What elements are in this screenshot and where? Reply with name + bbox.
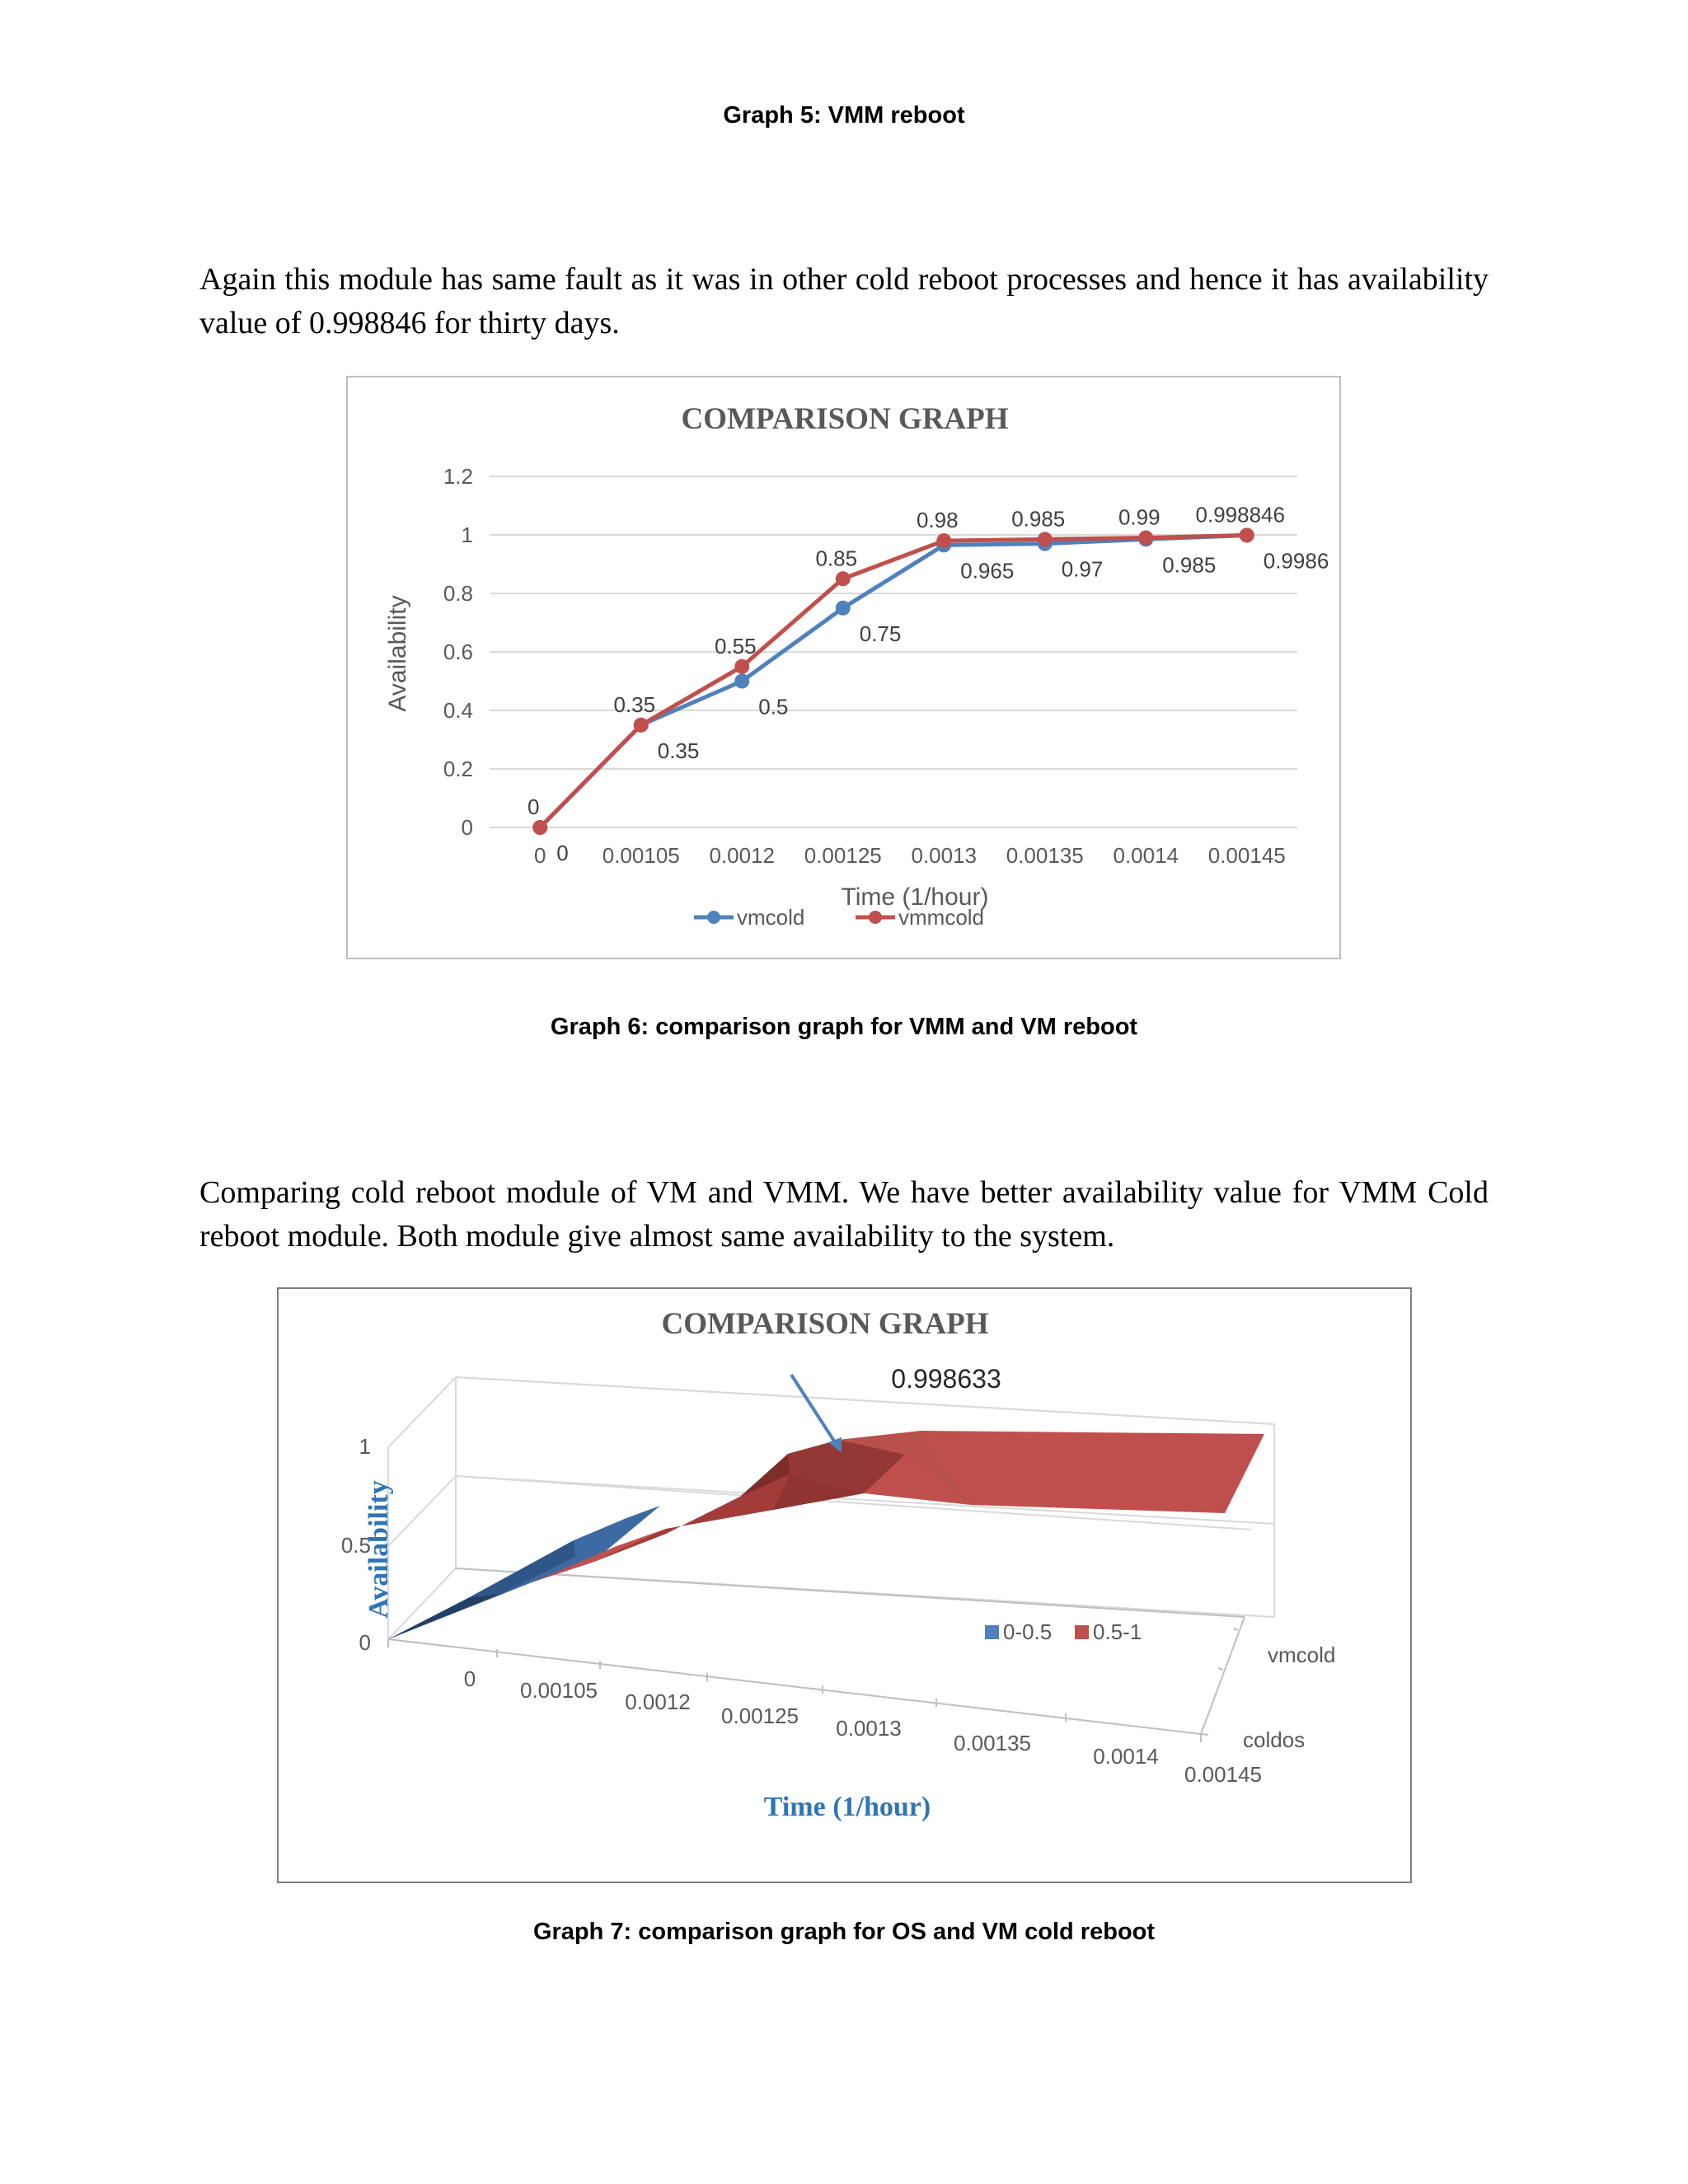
chart1-y-axis-label: Availability — [384, 595, 411, 712]
chart2-y-axis-label: Availability — [363, 1480, 394, 1619]
point-vmmcold — [532, 820, 547, 835]
ytick-label: 0.4 — [443, 698, 473, 723]
data-label-vmcold: 0.9986 — [1263, 548, 1329, 574]
chart2-depth-label-vmcold: vmcold — [1268, 1643, 1336, 1667]
graph6-caption: Graph 6: comparison graph for VMM and VM reboot — [550, 1014, 1138, 1040]
chart2-xtick-label: 0.0014 — [1093, 1744, 1159, 1769]
legend-label-0-0.5: 0-0.5 — [1003, 1619, 1053, 1644]
legend-label-vmcold: vmcold — [737, 905, 805, 930]
chart2-legend — [985, 1619, 1142, 1644]
paragraph-availability: Again this module has same fault as it was in other cold reboot processes and hence it has availability value of 0.998846 for thirty days. — [199, 262, 1489, 340]
series-line-vmcold — [540, 535, 1247, 827]
line-chart-svg — [348, 377, 1339, 958]
xtick-label: 0.0012 — [709, 843, 776, 868]
chart2-ytick-1: 1 — [359, 1434, 371, 1459]
ytick-label: 0.8 — [443, 581, 473, 606]
data-label-vmmcold: 0.85 — [815, 546, 858, 571]
point-vmmcold — [836, 571, 851, 586]
point-vmmcold — [634, 718, 649, 733]
data-label-vmmcold: 0.99 — [1118, 504, 1160, 530]
data-label-vmmcold: 0.35 — [613, 691, 656, 717]
legend-marker-vmcold — [707, 911, 720, 924]
chart1-x-axis-label: Time (1/hour) — [841, 883, 989, 911]
data-label-vmcold: 0.35 — [657, 738, 700, 763]
chart2-xtick-label: 0.00125 — [721, 1704, 799, 1728]
xtick-label: 0 — [534, 843, 546, 868]
chart2-depth-label-coldos: coldos — [1243, 1727, 1306, 1752]
chart2-xtick-label: 0.00105 — [520, 1678, 598, 1703]
graph5-caption: Graph 5: VMM reboot — [723, 102, 965, 129]
point-vmmcold — [1138, 531, 1153, 546]
xtick-label: 0.0013 — [911, 843, 978, 868]
ytick-label: 1.2 — [443, 464, 473, 489]
point-vmcold — [836, 601, 851, 616]
point-vmmcold — [1038, 532, 1053, 546]
point-vmcold — [734, 674, 749, 689]
chart2-ytick-0: 0 — [359, 1630, 371, 1655]
chart2-xtick-label: 0.0012 — [625, 1690, 691, 1714]
point-vmmcold — [734, 659, 749, 674]
chart1-title: COMPARISON GRAPH — [681, 402, 1009, 436]
chart2-ytick-0.5: 0.5 — [340, 1533, 371, 1558]
paragraph-comparison: Comparing cold reboot module of VM and VMM. We have better availability value for VMM Cold reboot module. Both module give almost same availability to the system. — [199, 1175, 1489, 1254]
xtick-label: 0.00135 — [1006, 843, 1084, 868]
data-label-vmmcold: 0.985 — [1011, 506, 1066, 532]
chart2-side-gridlines — [279, 1289, 456, 1377]
surface-band-0-0.5 — [388, 1506, 660, 1639]
surface-chart-svg — [279, 1289, 1410, 1882]
data-label-vmmcold: 0.98 — [916, 508, 959, 533]
data-label-vmcold: 0.5 — [758, 694, 789, 719]
comparison-3d-surface-chart — [277, 1287, 1412, 1883]
chart2-x-axis-label: Time (1/hour) — [763, 1792, 931, 1822]
chart2-xtick-label: 0 — [463, 1666, 476, 1691]
ytick-label: 1 — [461, 523, 473, 547]
legend-marker-vmmcold — [869, 911, 882, 924]
legend-swatch-0-0.5 — [985, 1625, 999, 1639]
chart2-xtick-label: 0.0013 — [836, 1716, 902, 1741]
data-label-vmcold: 0.985 — [1162, 552, 1217, 578]
ytick-label: 0 — [461, 815, 473, 840]
legend-label-vmmcold: vmmcold — [898, 905, 985, 930]
ytick-label: 0.6 — [443, 640, 473, 664]
xtick-label: 0.00145 — [1207, 843, 1286, 868]
data-label-vmmcold: 0.55 — [714, 633, 757, 658]
chart2-title: COMPARISON GRAPH — [661, 1307, 989, 1341]
chart2-xtick-label: 0.00145 — [1184, 1762, 1262, 1787]
data-label-vmmcold: 0.998846 — [1195, 502, 1285, 527]
point-vmmcold — [1240, 527, 1254, 542]
data-label-vmcold: 0 — [556, 841, 569, 865]
legend-label-0.5-1: 0.5-1 — [1093, 1619, 1142, 1644]
point-vmmcold — [936, 533, 951, 548]
ytick-label: 0.2 — [443, 757, 473, 781]
legend-swatch-0.5-1 — [1075, 1625, 1089, 1639]
series-line-vmmcold — [540, 535, 1247, 827]
annotation-arrow — [791, 1375, 842, 1453]
annotation-value: 0.998633 — [891, 1364, 1001, 1394]
graph7-caption: Graph 7: comparison graph for OS and VM cold reboot — [532, 1919, 1156, 1945]
data-label-vmcold: 0.97 — [1061, 556, 1104, 582]
data-label-vmcold: 0.965 — [960, 558, 1015, 583]
data-label-vmmcold: 0 — [528, 794, 540, 819]
chart2-floor-lines — [388, 1568, 1245, 1735]
xtick-label: 0.00125 — [804, 843, 882, 868]
comparison-line-chart — [346, 376, 1341, 959]
xtick-label: 0.0014 — [1113, 843, 1179, 868]
xtick-label: 0.00105 — [602, 843, 680, 868]
chart2-xtick-label: 0.00135 — [954, 1731, 1031, 1755]
data-label-vmcold: 0.75 — [859, 621, 902, 646]
